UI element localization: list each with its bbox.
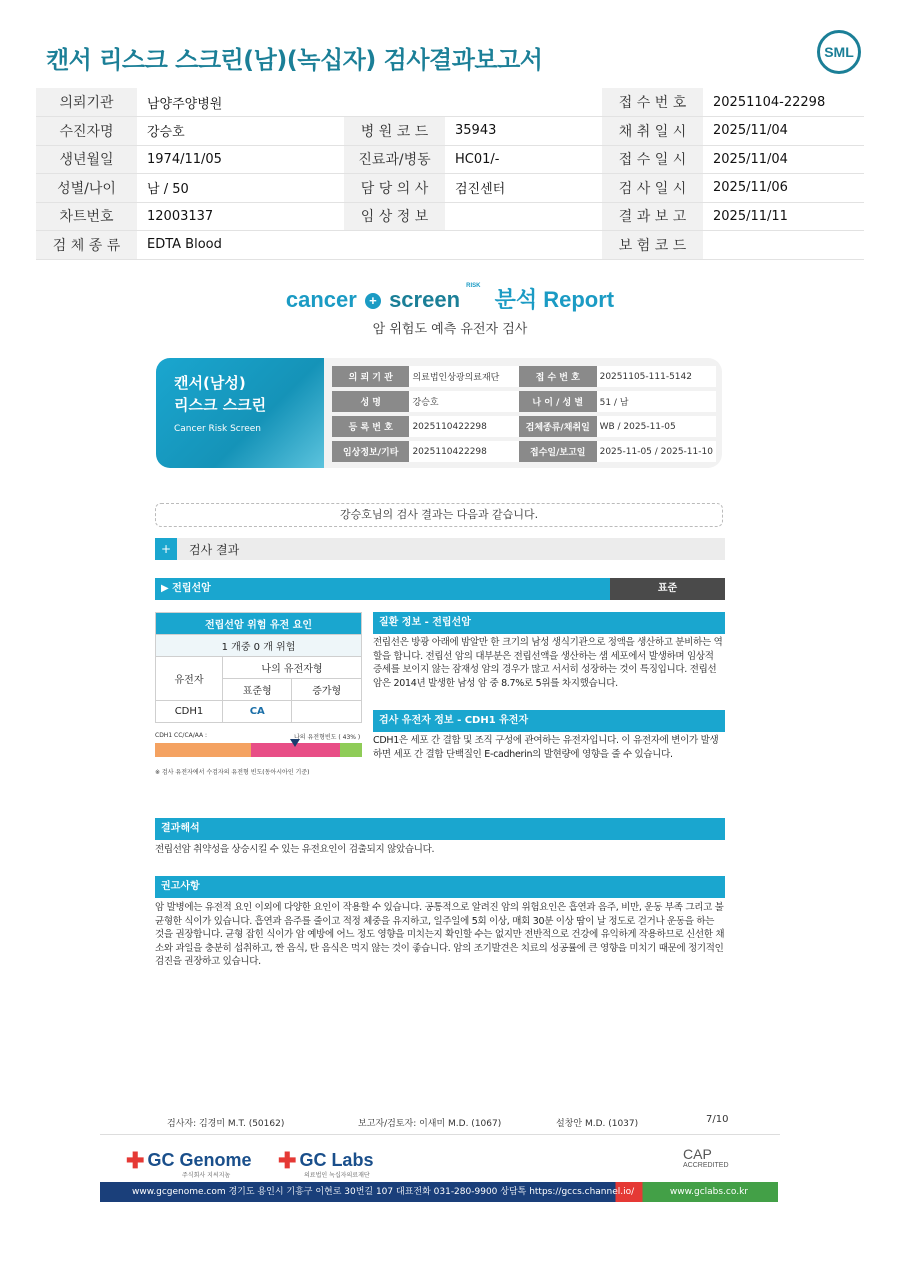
info-label: 차트번호 <box>36 202 137 231</box>
info-label: 접 수 번 호 <box>602 88 703 117</box>
info-value: EDTA Blood <box>137 231 344 260</box>
card-title-1: 캔서(남성) <box>174 374 246 392</box>
cancer-risk-screen-logo <box>0 283 900 314</box>
gc-labs-sub: 의료법인 녹십자의료재단 <box>304 1172 370 1179</box>
col-standard: 표준형 <box>223 679 292 701</box>
footer-site: www.gclabs.co.kr <box>669 1187 748 1197</box>
info-label: 접 수 일 시 <box>602 145 703 174</box>
brand-cancer: cancer <box>285 287 357 312</box>
info-label: 결 과 보 고 <box>602 202 703 231</box>
info-value: 20251104-22298 <box>703 88 864 117</box>
reporter-signature: 보고자/검토자: 이새미 M.D. (1067) <box>358 1119 502 1129</box>
info-value: 2025/11/04 <box>703 145 864 174</box>
info-row <box>36 174 864 203</box>
info-label: 수진자명 <box>36 117 137 146</box>
card-row <box>332 416 716 437</box>
info-value <box>445 231 602 260</box>
info-label: 보 험 코 드 <box>602 231 703 260</box>
col-increased: 증가형 <box>292 679 362 701</box>
info-value: 2025/11/04 <box>703 117 864 146</box>
card-value: WB / 2025-11-05 <box>597 416 716 437</box>
info-label: 진료과/병동 <box>344 145 445 174</box>
info-value <box>445 88 602 117</box>
card-value: 강승호 <box>409 391 518 412</box>
info-label <box>344 88 445 117</box>
gc-labs-text: GC Labs <box>299 1150 374 1170</box>
info-label: 생년월일 <box>36 145 137 174</box>
brand-report: 분석 Report <box>494 287 615 312</box>
patient-card <box>156 358 722 468</box>
info-label: 검 체 종 류 <box>36 231 137 260</box>
info-label: 담 당 의 사 <box>344 174 445 203</box>
info-value: HC01/- <box>445 145 602 174</box>
col-my-genotype: 나의 유전자형 <box>223 657 362 679</box>
gc-genome-sub: 주식회사 지씨지놈 <box>182 1172 231 1179</box>
info-row <box>36 231 864 260</box>
card-label: 접 수 번 호 <box>519 366 597 387</box>
freq-right-label: 나의 유전형빈도 ( 43% ) <box>294 734 361 741</box>
freq-segment-3 <box>340 743 362 757</box>
gc-cross-icon: ✚ <box>126 1148 145 1173</box>
info-label: 검 사 일 시 <box>602 174 703 203</box>
cap-text: CAP <box>683 1146 712 1162</box>
status-badge: 표준 <box>610 578 725 600</box>
info-row <box>36 117 864 146</box>
info-row <box>36 88 864 117</box>
col-gene: 유전자 <box>156 657 223 701</box>
card-value: 2025110422298 <box>409 441 518 462</box>
report-title: 캔서 리스크 스크린(남)(녹십자) 검사결과보고서 <box>46 46 543 74</box>
result-section-header <box>155 538 725 560</box>
genotype-frequency-bar <box>155 743 362 757</box>
card-value: 2025110422298 <box>409 416 518 437</box>
freq-left-label: CDH1 CC/CA/AA : <box>155 732 208 739</box>
recommendation-text: 암 발병에는 유전적 요인 이외에 다양한 요인이 작용할 수 있습니다. 공통적으로 알려진 암의 위험요인은 흡연과 음주, 비만, 운동 부족 그리고 불균형한 식이가 있습니다. 흡연과 음주를 줄이고 적정 체중을 유지하고, 일주일에 5회 이상, 매회 30분 이상 땀이 날 정도로 걷거나 운동을 하는 것을 권장합니다. 균형 잡힌 식이가 암 예방에 어느 정도 영향을 미치는지 확인할 수는 없지만 전반적으로 건강에 유익하게 작용하므로 신선한 채소와 과일을 충분히 섭취하고, 짠 음식, 탄 음식은 먹지 않는 것이 좋습니다. 암의 조기발견은 치료의 성공률에 큰 영향을 미치기 때문에 정기적인 검진을 권장하고 있습니다. <box>155 902 725 967</box>
info-label: 임 상 정 보 <box>344 202 445 231</box>
gene-table-title: 전립선암 위험 유전 요인 <box>156 613 362 635</box>
gene-increased-value <box>292 701 362 723</box>
card-label: 등 록 번 호 <box>332 416 409 437</box>
card-value: 2025-11-05 / 2025-11-10 <box>597 441 716 462</box>
brand-screen: screen <box>389 287 461 312</box>
info-label <box>344 231 445 260</box>
brand-risk: RISK <box>466 283 481 289</box>
reviewer-signature: 설창안 M.D. (1037) <box>556 1119 639 1129</box>
result-section-label: 검사 결과 <box>189 543 240 557</box>
card-info-grid <box>332 362 716 466</box>
disease-info-text: 전립선은 방광 아래에 밤알만 한 크기의 남성 생식기관으로 정액을 생산하고 분비하는 역할을 합니다. 전립선 암의 대부분은 전립선액을 생산하는 샘 세포에서 발생하며 임상적 증세를 보이지 않는 잠재성 암의 경우가 많고 서서히 성장하는 것이 특징입니다. 전립선암은 2014년 발생한 남성 암 중 8.7%로 5위를 차지했습니다. <box>373 637 723 689</box>
gc-cross-icon: ✚ <box>278 1148 297 1173</box>
info-label: 병 원 코 드 <box>344 117 445 146</box>
card-label: 임상정보/기타 <box>332 441 409 462</box>
gene-standard-value: CA <box>223 701 292 723</box>
card-title-2: 리스크 스크린 <box>174 396 267 414</box>
card-label: 의 뢰 기 관 <box>332 366 409 387</box>
info-row <box>36 202 864 231</box>
info-value: 35943 <box>445 117 602 146</box>
card-row <box>332 366 716 387</box>
result-icon: + <box>155 538 177 560</box>
card-row <box>332 391 716 412</box>
freq-note: ※ 검사 유전자에서 수검자의 유전형 빈도(동아시아인 기준) <box>155 769 310 776</box>
gene-info-header: 검사 유전자 정보 - CDH1 유전자 <box>373 710 725 732</box>
footer-contact-bar <box>100 1182 778 1202</box>
gene-risk-table <box>155 612 362 723</box>
gene-info-text: CDH1은 세포 간 결합 및 조직 구성에 관여하는 유전자입니다. 이 유전자에 변이가 발생하면 세포 간 결합 단백질인 E-cadherin의 발현량에 영향을 줄 수 있습니다. <box>373 735 719 760</box>
info-value <box>703 231 864 260</box>
tester-signature: 검사자: 김경미 M.T. (50162) <box>167 1119 285 1129</box>
info-value: 강승호 <box>137 117 344 146</box>
card-label: 나 이 / 성 별 <box>519 391 597 412</box>
info-label: 성별/나이 <box>36 174 137 203</box>
footer-address: www.gcgenome.com 경기도 용인시 기흥구 이현로 30번길 107 대표전화 031-280-9900 상담톡 https://gccs.channel.io/ <box>132 1187 635 1197</box>
disease-info-header: 질환 정보 - 전립선암 <box>373 612 725 634</box>
cap-sub: ACCREDITED <box>683 1162 729 1169</box>
brand-subtitle: 암 위험도 예측 유전자 검사 <box>372 322 528 337</box>
info-value: 12003137 <box>137 202 344 231</box>
info-value: 남 / 50 <box>137 174 344 203</box>
card-banner <box>156 358 324 468</box>
card-row <box>332 441 716 462</box>
info-value: 2025/11/06 <box>703 174 864 203</box>
interpretation-text: 전립선암 취약성을 상승시킬 수 있는 유전요인이 검출되지 않았습니다. <box>155 844 435 855</box>
recommendation-header: 권고사항 <box>155 876 725 898</box>
info-value: 남양주양병원 <box>137 88 344 117</box>
patient-info-table <box>36 88 864 260</box>
card-title-en: Cancer Risk Screen <box>174 424 262 434</box>
gc-genome-text: GC Genome <box>147 1150 252 1170</box>
info-label: 채 취 일 시 <box>602 117 703 146</box>
card-value: 51 / 남 <box>597 391 716 412</box>
freq-marker-icon <box>290 739 300 747</box>
interpretation-header: 결과해석 <box>155 818 725 840</box>
page-number: 7/10 <box>706 1114 729 1125</box>
card-label: 성 명 <box>332 391 409 412</box>
footer-divider <box>100 1134 780 1135</box>
gene-table-count: 1 개중 0 개 위험 <box>156 635 362 657</box>
cap-accredited-logo <box>683 1148 729 1172</box>
card-label: 접수일/보고일 <box>519 441 597 462</box>
freq-segment-1 <box>155 743 251 757</box>
greeting-message: 강승호님의 검사 결과는 다음과 같습니다. <box>155 503 723 527</box>
prostate-cancer-bar: ▶ 전립선암 <box>155 578 725 600</box>
info-row <box>36 145 864 174</box>
info-value <box>445 202 602 231</box>
sml-logo: SML <box>817 30 861 74</box>
info-label: 의뢰기관 <box>36 88 137 117</box>
card-label: 검체종류/채취일 <box>519 416 597 437</box>
gene-name: CDH1 <box>156 701 223 723</box>
info-value: 1974/11/05 <box>137 145 344 174</box>
info-value: 2025/11/11 <box>703 202 864 231</box>
card-value: 의료법인상광의료재단 <box>409 366 518 387</box>
brand-plus-icon: + <box>365 293 381 309</box>
card-value: 20251105-111-5142 <box>597 366 716 387</box>
info-value: 검진센터 <box>445 174 602 203</box>
